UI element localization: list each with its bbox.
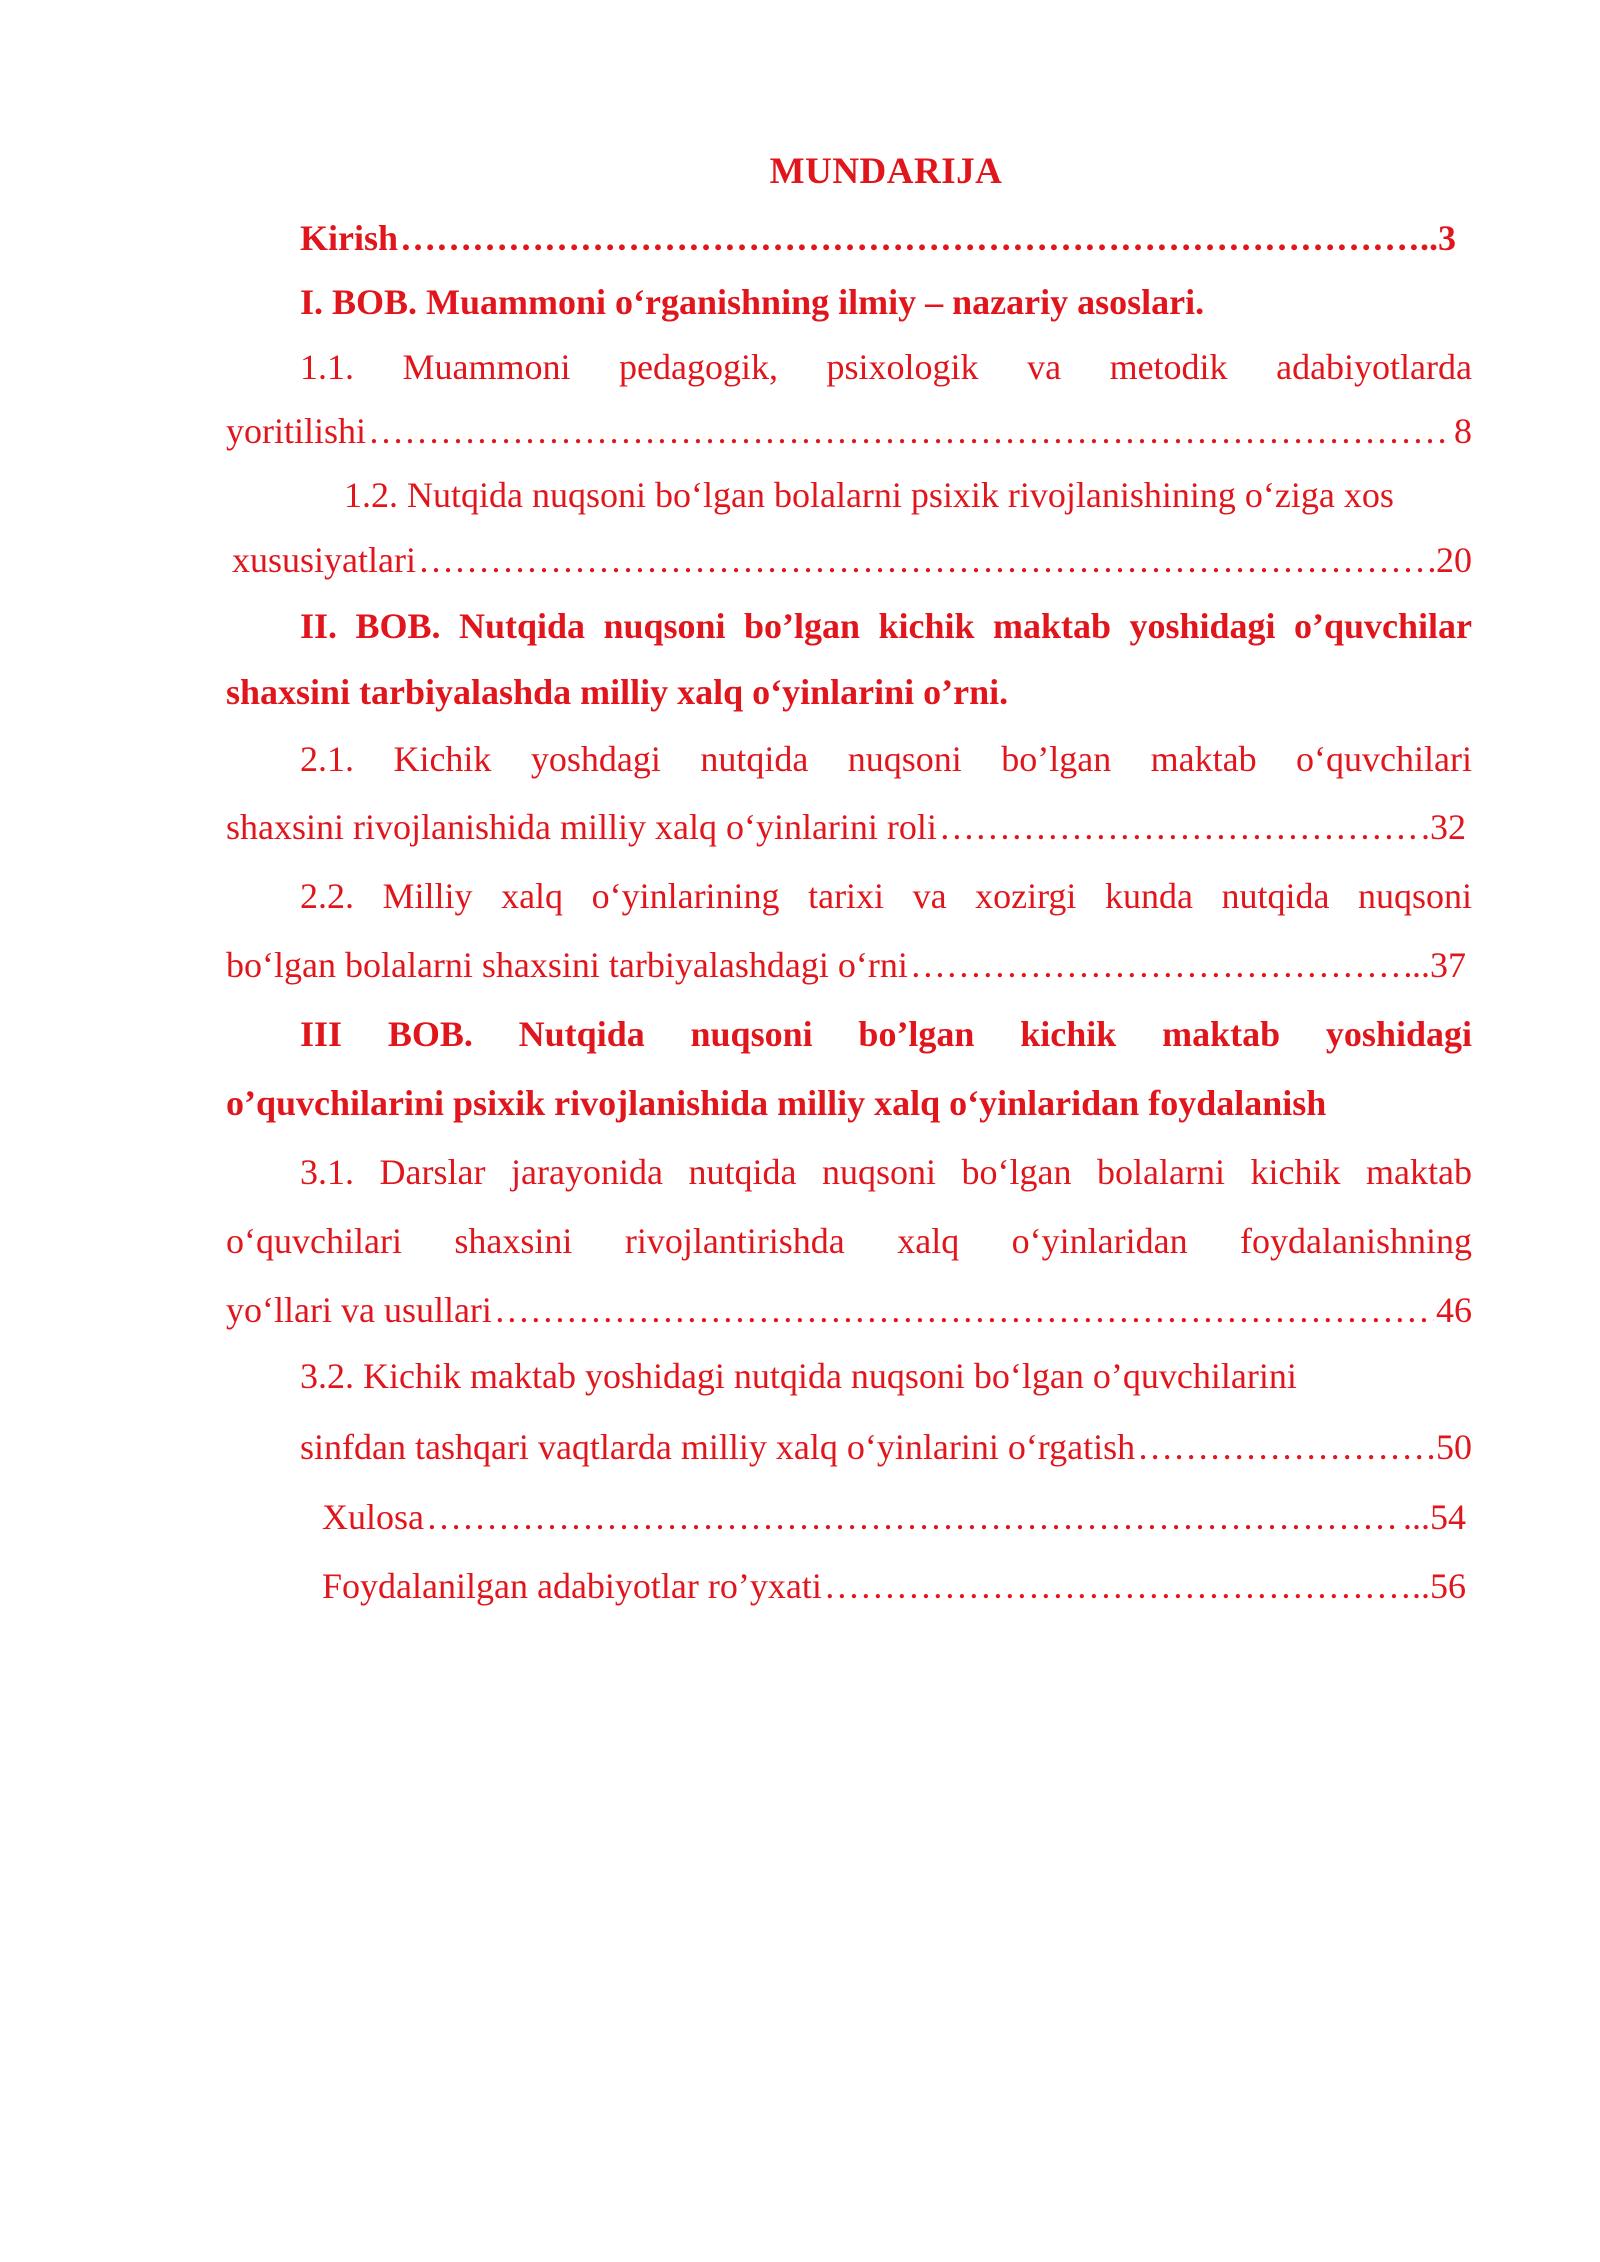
entry-label: sinfdan tashqari vaqtlarda milliy xalq o‘yinlarini o‘rgatish: [300, 1427, 1136, 1467]
toc-section-2-1-line2[interactable]: [226, 803, 1466, 851]
toc-section-3-2-line2[interactable]: [300, 1423, 1472, 1471]
toc-title: MUNDARIJA: [769, 151, 1003, 192]
leader-dots: [368, 407, 1452, 455]
toc-section-2-1-line1[interactable]: 2.1. Kichik yoshdagi nutqida nuqsoni bo’lgan maktab o‘quvchilari: [300, 739, 1472, 779]
page-number: ..3: [1420, 218, 1456, 258]
page-number: 46: [1436, 1290, 1472, 1330]
toc-section-1-1-line2[interactable]: [226, 407, 1472, 455]
page-number: ..37: [1412, 945, 1466, 985]
toc-section-1-2-line1[interactable]: 1.2. Nutqida nuqsoni bo‘lgan bolalarni psixik rivojlanishining o‘ziga xos: [344, 475, 1394, 515]
page-number: ...54: [1403, 1497, 1466, 1537]
toc-chapter-2-line1[interactable]: II. BOB. Nutqida nuqsoni bo’lgan kichik maktab yoshidagi o’quvchilar: [300, 606, 1472, 646]
leader-dots: [824, 1562, 1410, 1610]
page-number: 20: [1436, 540, 1472, 580]
toc-section-3-1-line3[interactable]: [226, 1286, 1472, 1334]
leader-dots: [426, 1493, 1401, 1541]
toc-section-3-2-line1[interactable]: 3.2. Kichik maktab yoshidagi nutqida nuqsoni bo‘lgan o’quvchilarini: [300, 1356, 1297, 1396]
toc-section-2-2-line2[interactable]: [226, 941, 1466, 989]
toc-section-1-2-line2[interactable]: [232, 536, 1472, 584]
entry-label: Foydalanilgan adabiyotlar ro’yxati: [322, 1566, 822, 1606]
toc-chapter-1[interactable]: I. BOB. Muammoni o‘rganishning ilmiy – nazariy asoslari.: [300, 282, 1205, 322]
leader-dots: [418, 536, 1434, 584]
entry-label: Xulosa: [322, 1497, 424, 1537]
toc-entry-xulosa[interactable]: [322, 1493, 1466, 1541]
toc-section-1-1-line1[interactable]: 1.1. Muammoni pedagogik, psixologik va metodik adabiyotlarda: [300, 347, 1472, 387]
entry-label: yoritilishi: [226, 411, 367, 451]
page-number: 50: [1436, 1427, 1472, 1467]
toc-section-3-1-line1[interactable]: 3.1. Darslar jarayonida nutqida nuqsoni bo‘lgan bolalarni kichik maktab: [300, 1152, 1472, 1192]
page-number: 8: [1454, 411, 1472, 451]
leader-dots: [1137, 1423, 1434, 1471]
toc-chapter-3-line1[interactable]: III BOB. Nutqida nuqsoni bo’lgan kichik maktab yoshidagi: [300, 1014, 1472, 1054]
toc-chapter-2-line2[interactable]: shaxsini tarbiyalashda milliy xalq o‘yinlarini o’rni.: [226, 672, 1009, 712]
page-number: .32: [1421, 807, 1466, 847]
toc-entry-references[interactable]: [322, 1562, 1466, 1610]
toc-entry-kirish[interactable]: [300, 214, 1456, 262]
leader-dots: [910, 941, 1410, 989]
leader-dots: [939, 803, 1419, 851]
toc-section-2-2-line1[interactable]: 2.2. Milliy xalq o‘yinlarining tarixi va xozirgi kunda nutqida nuqsoni: [300, 876, 1472, 916]
toc-section-3-1-line2[interactable]: o‘quvchilari shaxsini rivojlantirishda xalq o‘yinlaridan foydalanishning: [226, 1221, 1472, 1261]
toc-chapter-3-line2[interactable]: o’quvchilarini psixik rivojlanishida milliy xalq o‘yinlaridan foydalanish: [226, 1083, 1327, 1123]
leader-dots: [400, 214, 1418, 262]
entry-label: yo‘llari va usullari: [226, 1290, 492, 1330]
entry-label: xususiyatlari: [232, 540, 416, 580]
entry-label: bo‘lgan bolalarni shaxsini tarbiyalashdagi o‘rni: [226, 945, 908, 985]
leader-dots: [494, 1286, 1434, 1334]
entry-label: shaxsini rivojlanishida milliy xalq o‘yinlarini roli: [226, 807, 937, 847]
page-number: ..56: [1412, 1566, 1466, 1606]
entry-label: Kirish: [300, 218, 399, 258]
